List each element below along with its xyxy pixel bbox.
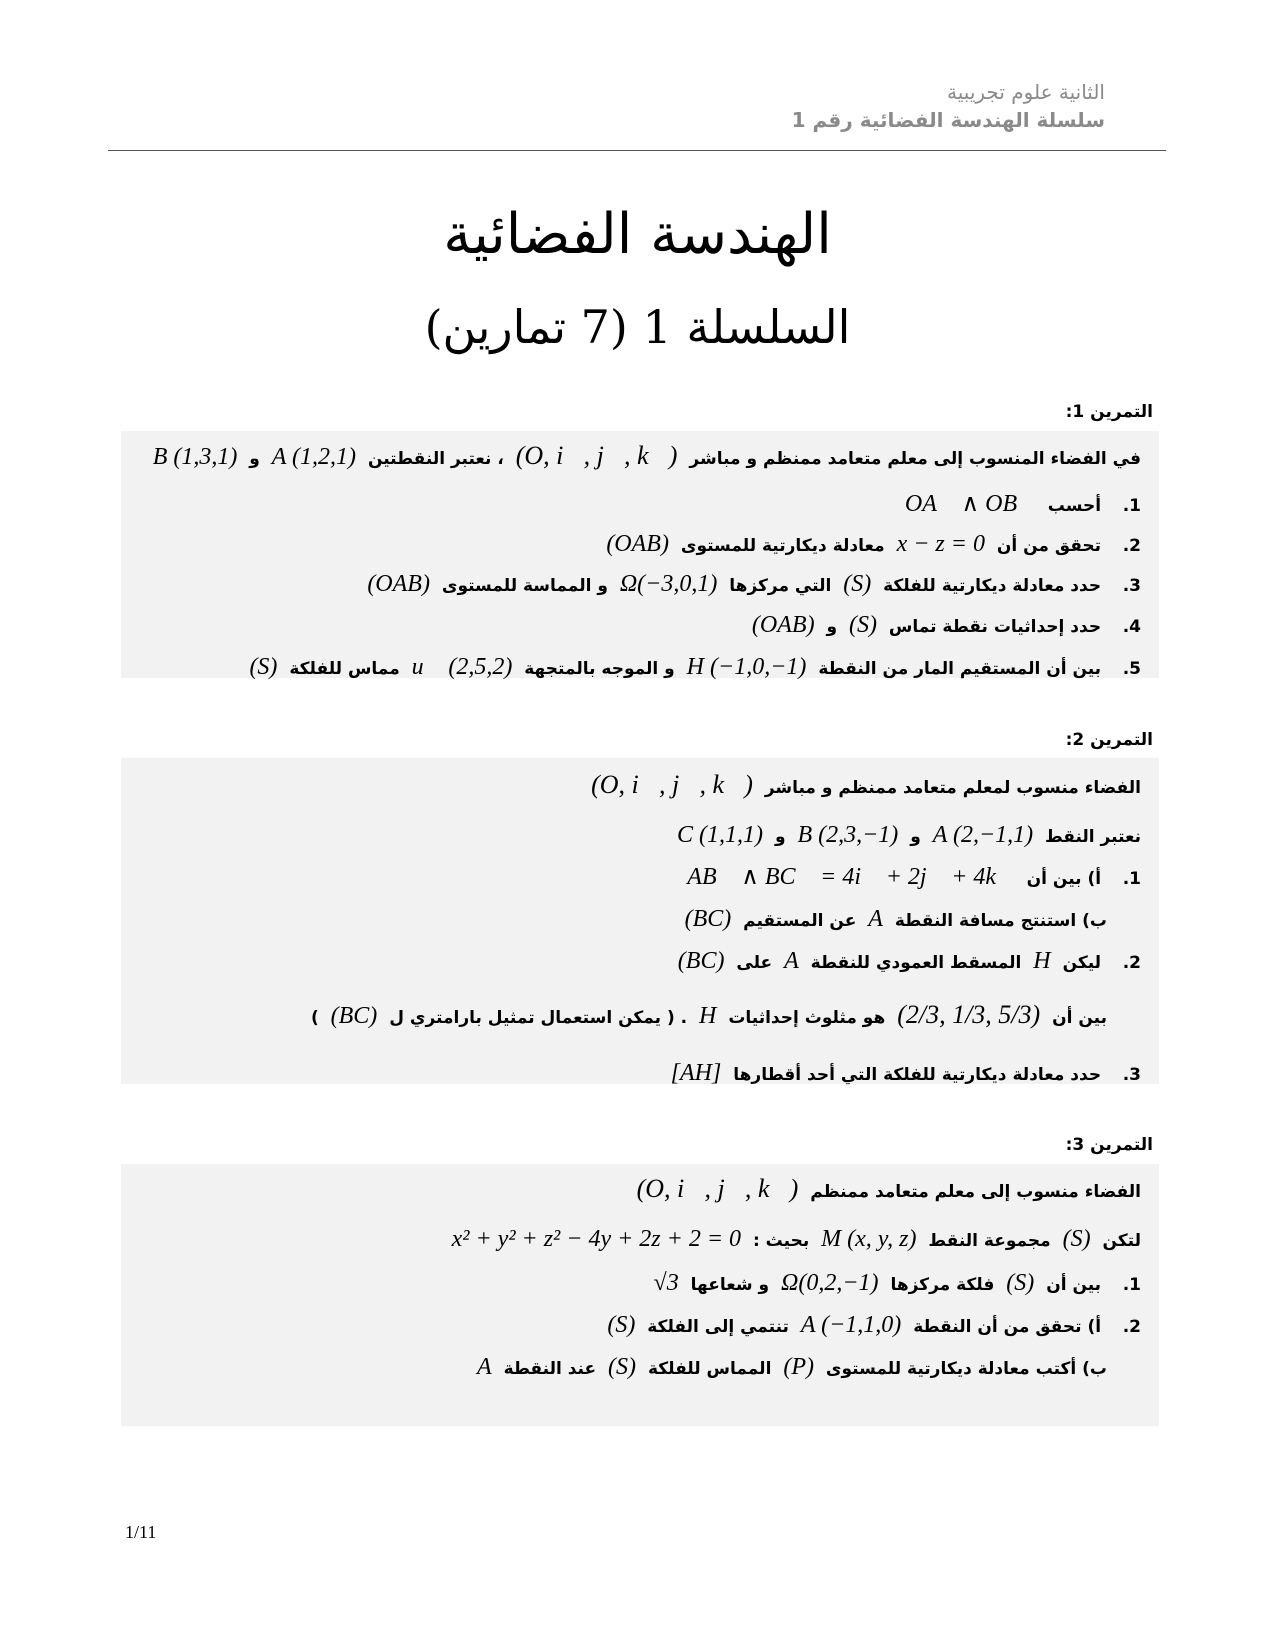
ex1-intro: في الفضاء المنسوب إلى معلم متعامد ممنظم و مباشر (O, i⃗, j⃗, k⃗) ، نعتبر النقطتين A (1,2,1) و B (1,3,1): [152, 441, 1141, 470]
exercise-2-box: [121, 758, 1159, 1084]
ex2-question-3: 3. حدد معادلة ديكارتية للفلكة التي أحد أقطارها [AH]: [670, 1060, 1141, 1086]
ex1-question-1: 1. أحسب OA⃗ ∧ OB⃗: [904, 491, 1141, 517]
ex1-question-4: 4. حدد إحداثيات نقطة تماس (S) و (OAB): [751, 612, 1141, 638]
exercise-1-box: [121, 431, 1159, 678]
page-subtitle: السلسلة 1 (7 تمارين): [424, 300, 851, 354]
page-title: الهندسة الفضائية: [443, 202, 832, 267]
page-number: 1/11: [125, 1522, 157, 1542]
ex3-set-definition: لتكن (S) مجموعة النقط M (x, y, z) بحيث : x² + y² + z² − 4y + 2z + 2 = 0: [451, 1226, 1141, 1252]
header-level: الثانية علوم تجريبية: [947, 80, 1105, 104]
ex1-question-2: 2. تحقق من أن x − z = 0 معادلة ديكارتية للمستوى (OAB): [606, 531, 1141, 557]
page-header: [792, 78, 1105, 134]
ex2-question-1b: ب) استنتج مسافة النقطة A عن المستقيم (BC): [684, 906, 1107, 932]
ex2-question-2b: بين أن (2/3, 1/3, 5/3) هو مثلوث إحداثيات H . ( يمكن استعمال تمثيل بارامتري ل (BC) ): [310, 1000, 1107, 1029]
ex1-question-3: 3. حدد معادلة ديكارتية للفلكة (S) التي مركزها Ω(−3,0,1) و المماسة للمستوى (OAB): [367, 571, 1141, 597]
ex3-question-2b: ب) أكتب معادلة ديكارتية للمستوى (P) المماس للفلكة (S) عند النقطة A: [476, 1354, 1107, 1380]
ex2-intro: الفضاء منسوب لمعلم متعامد ممنظم و مباشر (O, i⃗, j⃗, k⃗): [591, 770, 1141, 799]
exercise-2-label: التمرين 2:: [1065, 730, 1153, 750]
exercise-3-label: التمرين 3:: [1065, 1135, 1153, 1155]
ex3-question-2a: 2. أ) تحقق من أن النقطة A (−1,1,0) تنتمي إلى الفلكة (S): [607, 1312, 1141, 1338]
ex3-intro: الفضاء منسوب إلى معلم متعامد ممنظم (O, i⃗, j⃗, k⃗): [636, 1174, 1141, 1203]
ex2-question-1a: 1. أ) بين أن AB⃗ ∧ BC⃗ = 4i⃗ + 2j⃗ + 4k⃗: [687, 864, 1141, 890]
ex2-question-2: 2. ليكن H المسقط العمودي للنقطة A على (BC): [677, 948, 1141, 974]
ex3-question-1: 1. بين أن (S) فلكة مركزها Ω(0,2,−1) و شعاعها √3: [653, 1270, 1141, 1296]
header-divider: [108, 150, 1166, 151]
exercise-3-box: [121, 1164, 1159, 1426]
header-series: سلسلة الهندسة الفضائية رقم 1: [791, 108, 1105, 132]
ex2-points: نعتبر النقط A (2,−1,1) و B (2,3,−1) و C (1,1,1): [677, 822, 1141, 848]
exercise-1-label: التمرين 1:: [1065, 402, 1153, 422]
ex1-question-5: 5. بين أن المستقيم المار من النقطة H (−1,0,−1) و الموجه بالمتجهة u⃗ (2,5,2) مماس للفلكة (S): [249, 654, 1141, 680]
